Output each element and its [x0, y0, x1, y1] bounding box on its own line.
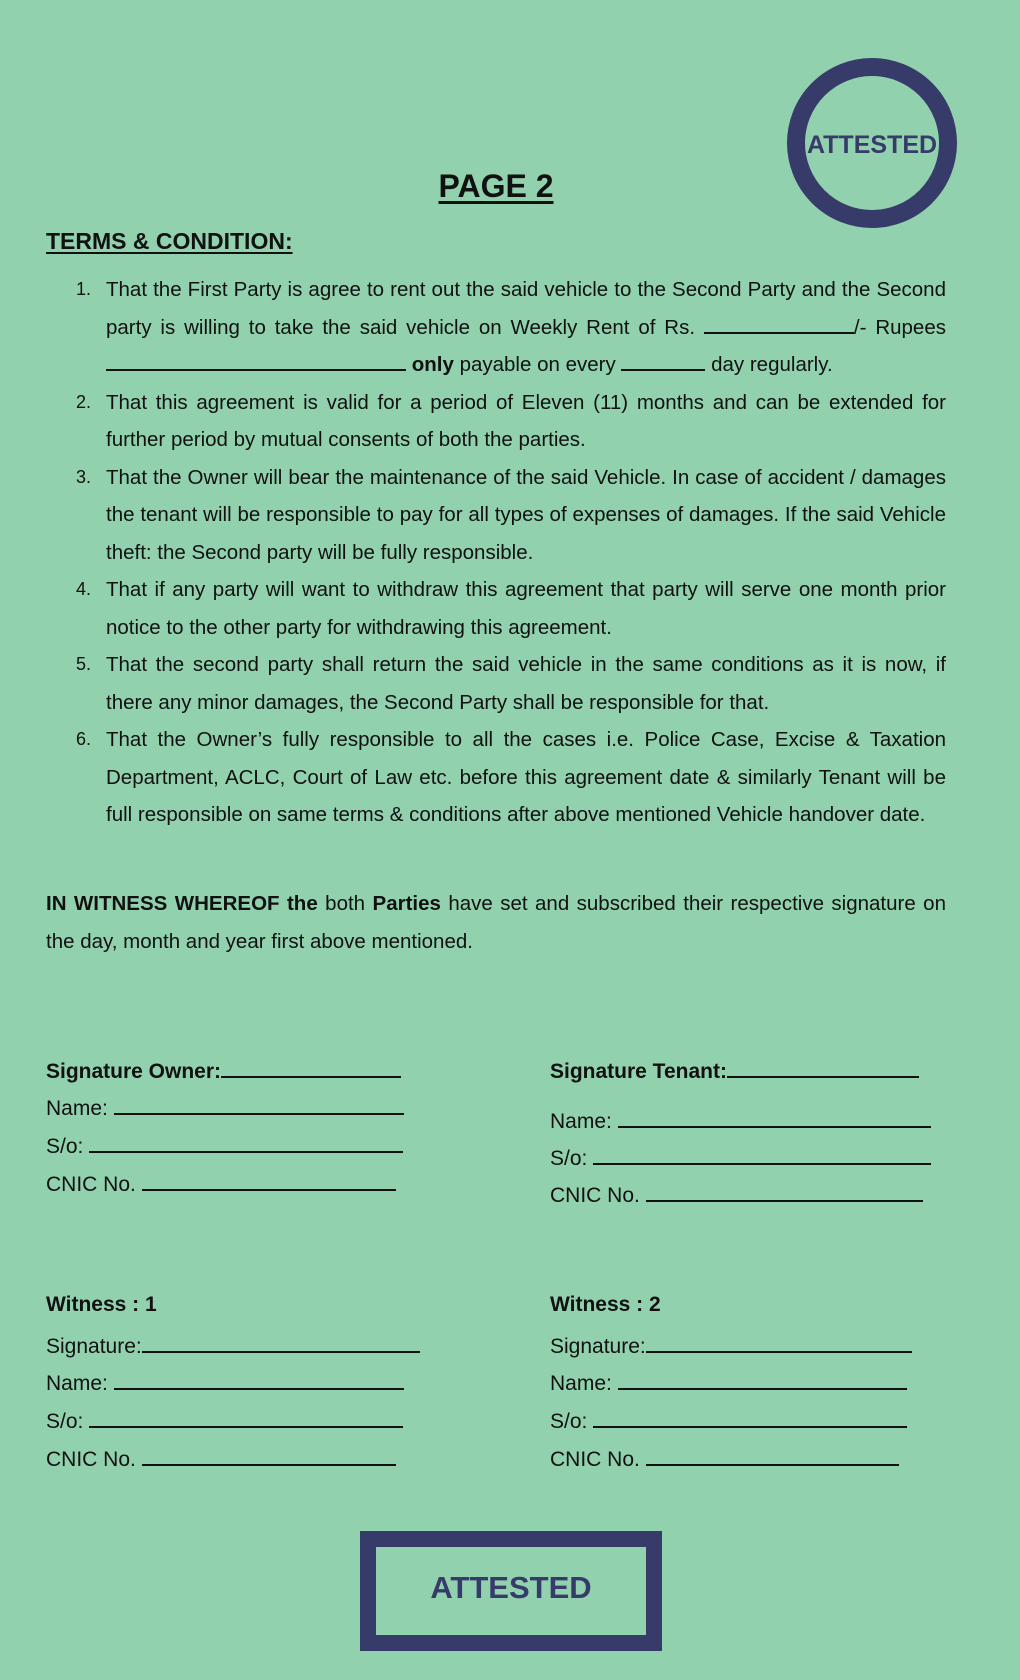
terms-list: [46, 271, 946, 834]
tenant-name-label: Name:: [550, 1110, 612, 1133]
witness-2-so-row: [550, 1406, 907, 1434]
section-heading: TERMS & CONDITION:: [46, 228, 293, 254]
tenant-so-row: [550, 1143, 931, 1171]
owner-cnic-field[interactable]: [142, 1169, 396, 1191]
witness-2-cnic-field[interactable]: [646, 1444, 899, 1466]
term-number: 2.: [76, 391, 92, 412]
tenant-signature-row: [550, 1056, 919, 1084]
owner-cnic-label: CNIC No.: [46, 1173, 136, 1196]
witness-2-name-field[interactable]: [618, 1368, 907, 1390]
page-title: PAGE 2: [438, 168, 554, 204]
owner-name-row: [46, 1093, 404, 1121]
term-number: 5.: [76, 654, 92, 674]
term-text: That the Owner will bear the maintenance of the said Vehicle. In case of accident / damages the tenant will be responsible to pay for all types of expenses of damages. If the said Vehicle theft: the Second party will be fully responsible.: [106, 465, 946, 564]
owner-cnic-row: [46, 1169, 396, 1197]
owner-name-label: Name:: [46, 1097, 108, 1120]
witness-2-name-label: Name:: [550, 1372, 612, 1395]
witness-1-name-label: Name:: [46, 1372, 108, 1395]
witness-2-so-label: S/o:: [550, 1410, 588, 1433]
witness-1-so-field[interactable]: [89, 1406, 403, 1428]
term-number: 1.: [76, 279, 92, 299]
term-number: 4.: [76, 579, 92, 599]
term-text: That the First Party is agree to rent out the said vehicle to the Second Party and the Second party is willing to take the said vehicle on Weekly Rent of Rs.: [106, 278, 946, 339]
owner-signature-row: [46, 1056, 401, 1084]
witness-1-signature-label: Signature:: [46, 1335, 142, 1358]
term-text: Rupees: [875, 315, 946, 339]
witness-1-name-row: [46, 1368, 404, 1396]
term-text: day regularly.: [711, 353, 833, 376]
term-item-1: [46, 271, 946, 384]
tenant-cnic-row: [550, 1180, 923, 1208]
witness-2-signature-field[interactable]: [646, 1331, 912, 1353]
owner-so-field[interactable]: [89, 1131, 403, 1153]
owner-so-label: S/o:: [46, 1135, 84, 1158]
term-text: That the second party shall return the said vehicle in the same conditions as it is now, if there any minor damages, the Second Party shall be responsible for that.: [106, 653, 946, 714]
term-text: That if any party will want to withdraw this agreement that party will serve one month prior notice to the other party for withdrawing this agreement.: [106, 578, 946, 639]
tenant-so-field[interactable]: [593, 1143, 931, 1165]
term-text: That this agreement is valid for a period of Eleven (11) months and can be extended for further period by mutual consents of both the parties.: [106, 390, 946, 451]
owner-signature-label: Signature Owner:: [46, 1060, 222, 1083]
witness-1-cnic-row: [46, 1444, 396, 1472]
witness-1-cnic-label: CNIC No.: [46, 1448, 136, 1471]
witness-clause-text: have set and subscribed their respective signature on the day, month and year first above mentioned.: [46, 892, 946, 953]
witness-1-signature-field[interactable]: [142, 1331, 420, 1353]
witness-2-cnic-label: CNIC No.: [550, 1448, 640, 1471]
owner-name-field[interactable]: [114, 1093, 404, 1115]
witness-2-signature-row: [550, 1331, 912, 1359]
tenant-so-label: S/o:: [550, 1147, 588, 1170]
witness-clause-text: both: [325, 892, 366, 915]
term-text: That the Owner’s fully responsible to all the cases i.e. Police Case, Excise & Taxation Department, ACLC, Court of Law etc. before this agreement date & similarly Tenant will be full responsible on same terms & conditions after above mentioned Vehicle handover date.: [106, 728, 946, 826]
attested-stamp-text: ATTESTED: [806, 130, 938, 159]
term-number: 3.: [76, 466, 92, 487]
term-item-4: [46, 571, 946, 646]
owner-signature-field[interactable]: [221, 1056, 401, 1078]
witness-1-signature-row: [46, 1331, 420, 1359]
term-text: /-: [853, 315, 867, 339]
witness-2-signature-label: Signature:: [550, 1335, 646, 1358]
attested-stamp-rect: [360, 1531, 662, 1651]
tenant-cnic-label: CNIC No.: [550, 1184, 640, 1207]
tenant-cnic-field[interactable]: [646, 1180, 923, 1202]
witness-2-title: Witness : 2: [550, 1293, 661, 1316]
witness-1-so-label: S/o:: [46, 1410, 84, 1433]
weekly-rent-field[interactable]: [704, 314, 854, 334]
attested-stamp-text: ATTESTED: [430, 1570, 592, 1605]
witness-1-name-field[interactable]: [114, 1368, 404, 1390]
tenant-name-row: [550, 1106, 931, 1134]
term-item-5: [46, 646, 946, 721]
tenant-signature-field[interactable]: [727, 1056, 919, 1078]
payment-day-field[interactable]: [621, 351, 705, 371]
witness-1-cnic-field[interactable]: [142, 1444, 396, 1466]
term-item-2: [46, 384, 946, 459]
witness-1-title: Witness : 1: [46, 1293, 157, 1316]
rupees-in-words-field[interactable]: [106, 351, 406, 371]
witness-1-so-row: [46, 1406, 403, 1434]
term-item-6: [46, 721, 946, 834]
witness-clause-bold: IN WITNESS WHEREOF the: [46, 892, 318, 915]
term-number: 6.: [76, 729, 92, 749]
term-text-bold: only: [411, 353, 454, 376]
witness-2-cnic-row: [550, 1444, 899, 1472]
tenant-signature-label: Signature Tenant:: [550, 1060, 727, 1083]
tenant-name-field[interactable]: [618, 1106, 931, 1128]
witness-2-name-row: [550, 1368, 907, 1396]
witness-clause: [46, 885, 946, 960]
owner-so-row: [46, 1131, 403, 1159]
term-item-3: [46, 459, 946, 572]
witness-clause-bold: Parties: [372, 892, 441, 915]
witness-2-so-field[interactable]: [593, 1406, 907, 1428]
term-text: payable on every: [459, 353, 616, 376]
